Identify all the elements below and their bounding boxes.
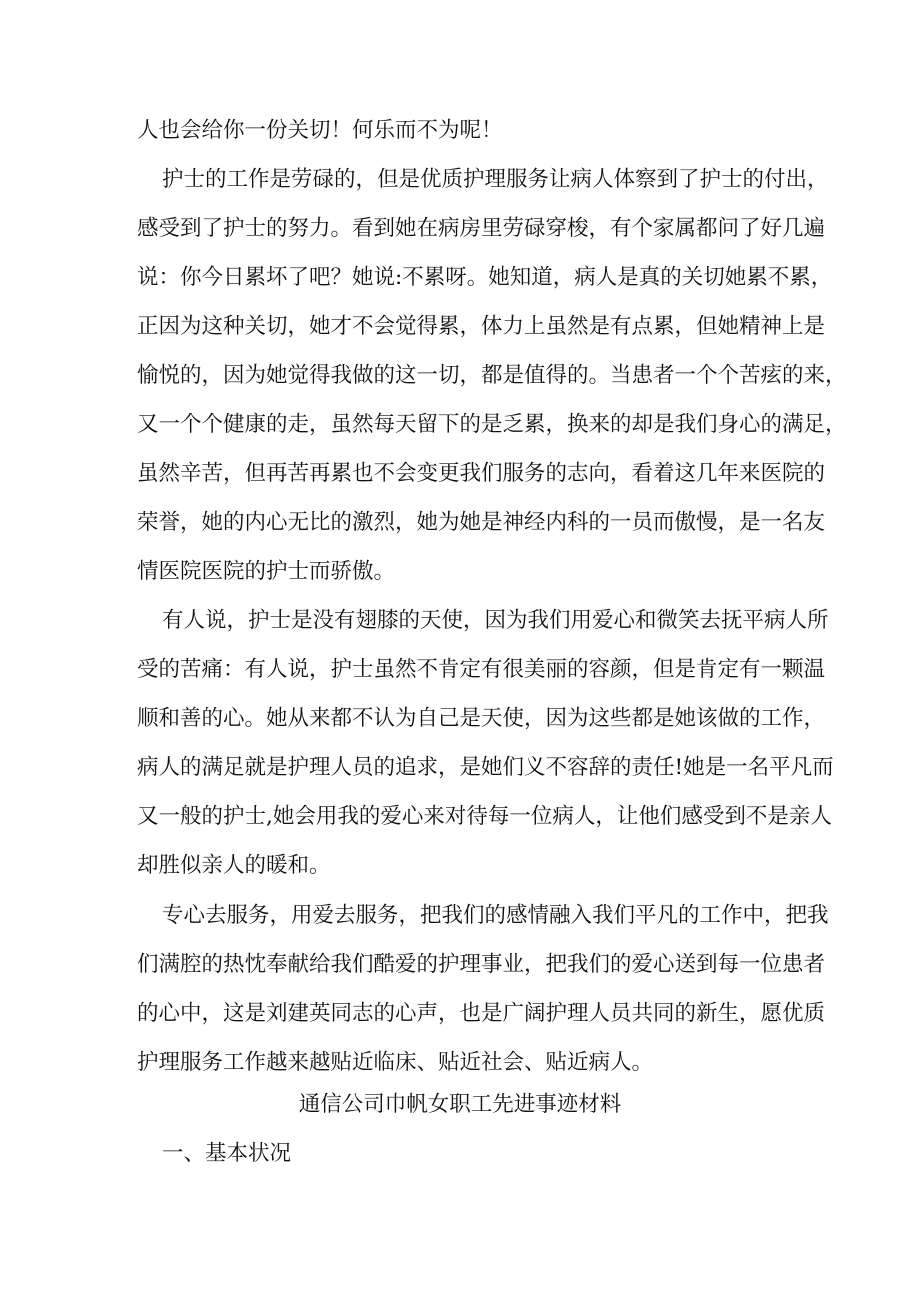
paragraph-4-line-4: 护理服务工作越来越贴近临床、贴近社会、贴近病人。 [137,1050,654,1075]
paragraph-4-line-1: 专心去服务，用爱去服务，把我们的感情融入我们平凡的工作中，把我 [162,903,829,928]
paragraph-4-line-3: 的心中，这是刘建英同志的心声，也是广阔护理人员共同的新生，愿优质 [137,1001,826,1026]
paragraph-3-line-6: 却胜似亲人的暖和。 [137,853,331,878]
paragraph-2-line-6: 又一个个健康的走，虽然每天留下的是乏累，换来的却是我们身心的满足， [137,412,847,437]
paragraph-2-line-5: 愉悦的，因为她觉得我做的这一切，都是值得的。当患者一个个苦痃的来， [137,363,847,388]
paragraph-4-line-2: 们满腔的热忱奉献给我们酷爱的护理事业，把我们的爱心送到每一位患者 [137,952,826,977]
section-heading: 一、基本状况 [162,1141,292,1166]
paragraph-2-line-8: 荣誉，她的内心无比的激烈，她为她是神经内科的一员而傲慢，是一名友 [137,510,826,535]
paragraph-3-line-4: 病人的满足就是护理人员的追求，是她们义不容辞的责任!她是一名平凡而 [137,755,834,780]
paragraph-3-line-1: 有人说，护士是没有翅膝的天使，因为我们用爱心和微笑去抚平病人所 [162,608,829,633]
paragraph-2-line-2: 感受到了护士的努力。看到她在病房里劳碌穿梭，有个家属都问了好几遍 [137,216,826,241]
paragraph-2-line-4: 正因为这种关切，她才不会觉得累，体力上虽然是有点累，但她精神上是 [137,314,826,339]
document-title: 通信公司巾帆女职工先进事迹材料 [298,1092,622,1117]
paragraph-2-line-3: 说：你今日累坏了吧？她说:不累呀。她知道，病人是真的关切她累不累， [137,265,833,290]
paragraph-3-line-5: 又一般的护士,她会用我的爱心来对待每一位病人，让他们感受到不是亲人 [137,804,832,829]
paragraph-2-line-7: 虽然辛苦，但再苦再累也不会变更我们服务的志向，看着这几年来医院的 [137,461,826,486]
paragraph-3-line-2: 受的苦痛：有人说，护士虽然不肯定有很美丽的容颜，但是肯定有一颗温 [137,657,826,682]
paragraph-2-line-1: 护士的工作是劳碌的，但是优质护理服务让病人体察到了护士的付出， [162,167,829,192]
paragraph-3-line-3: 顺和善的心。她从来都不认为自己是天使，因为这些都是她该做的工作， [137,706,826,731]
paragraph-2-line-9: 情医院医院的护士而骄傲。 [137,559,396,584]
paragraph-1-line-1: 人也会给你一份关切！何乐而不为呢！ [137,118,503,143]
